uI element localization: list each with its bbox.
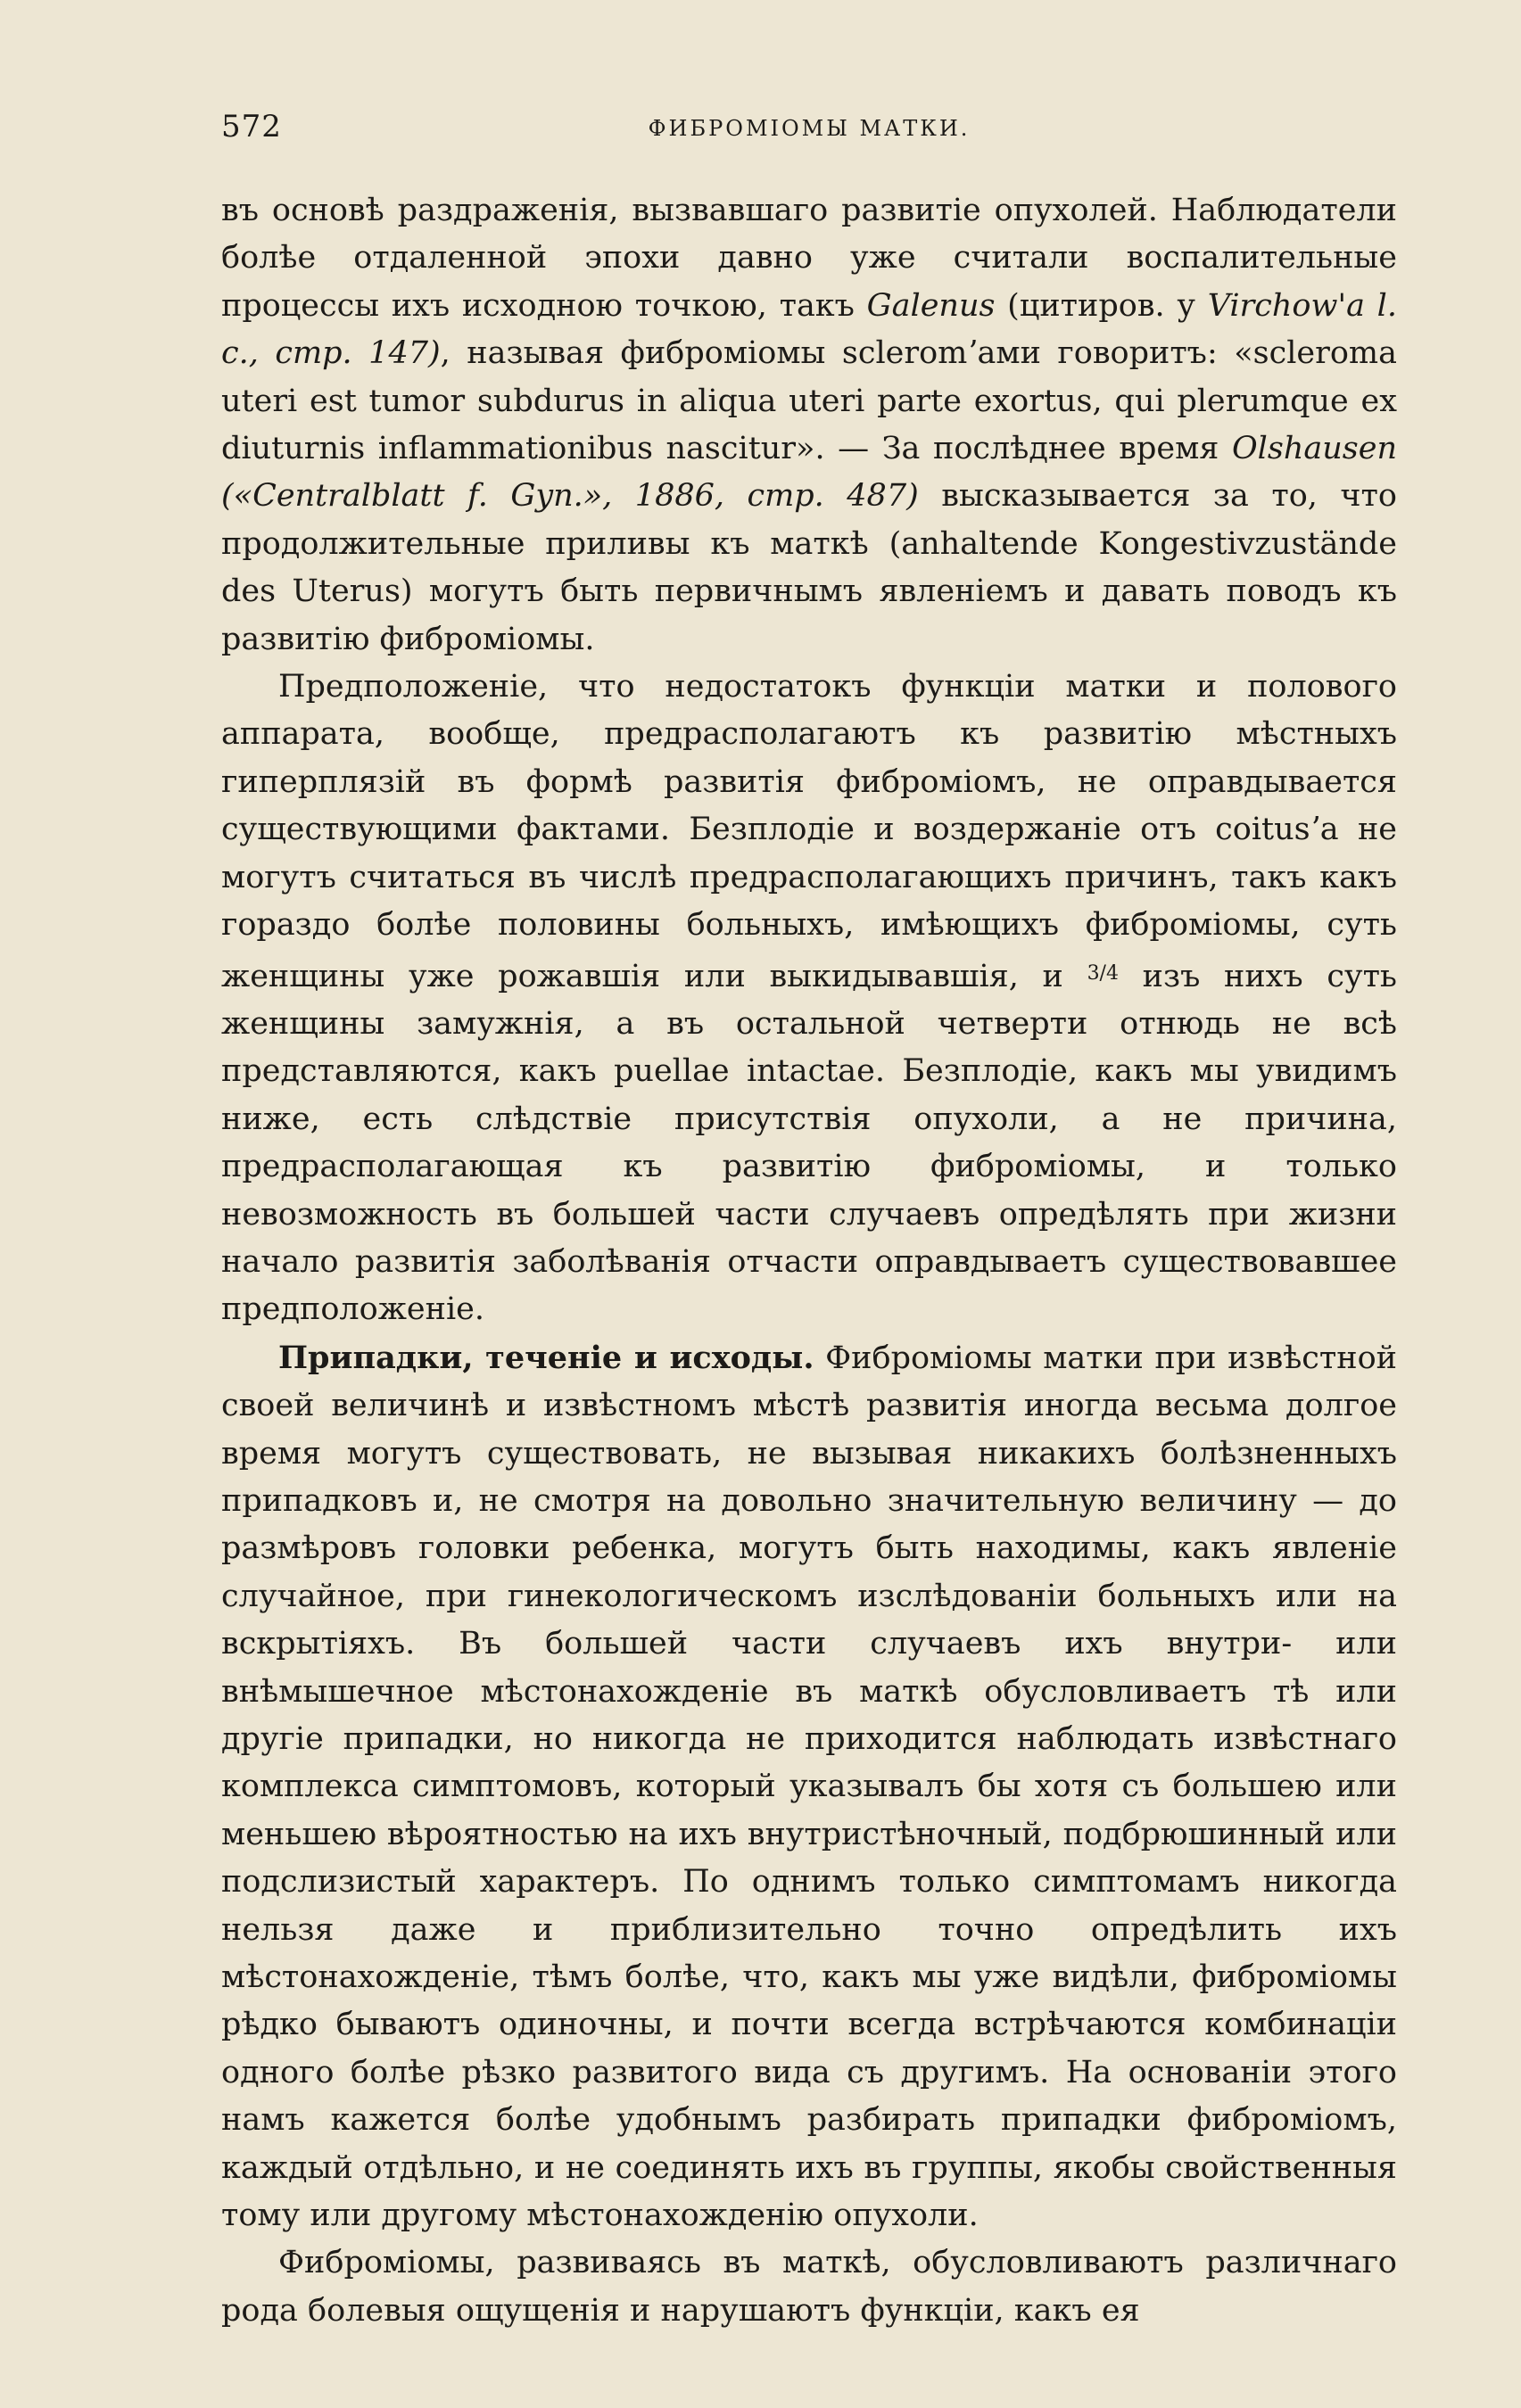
paragraph-4-text: Фиброміомы, развиваясь въ маткѣ, обусловливаютъ различнаго рода болевыя ощущенія и нарушаютъ функціи, какъ ея (221, 2245, 1397, 2329)
section-heading: Припадки, теченіе и исходы. (278, 1339, 814, 1376)
paragraph-1-text-b: (цитиров. у (995, 287, 1208, 324)
paragraph-1-text-d: высказывается за то, что продолжительные приливы къ маткѣ (anhaltende Kongestivzustände des Uterus) могутъ быть первичнымъ явленіемъ и давать поводъ къ развитію фиброміомы. (221, 478, 1397, 657)
fraction-three-quarters: 3/4 (1087, 961, 1119, 985)
paragraph-3 (221, 1334, 1397, 2240)
paragraph-1 (221, 187, 1397, 664)
paragraph-4 (221, 2239, 1397, 2335)
page-header (221, 109, 1397, 162)
running-title: ФИБРОМІОМЫ МАТКИ. (648, 116, 971, 141)
paragraph-1-text-a: въ основѣ раздраженія, вызвавшаго развитіе опухолей. Наблюдатели болѣе отдаленной эпохи давно уже считали воспалительные процессы ихъ исходною точкою, такъ (221, 193, 1397, 324)
paragraph-1-text-c: , называя фиброміомы scleromʼами говоритъ: «scleroma uteri est tumor subdurus in aliqua uteri parte exortus, qui plerumque ex diuturnis inflammationibus nascitur». — За послѣднее время (221, 335, 1397, 467)
page-body (221, 187, 1397, 2335)
citation-virchow: Virchow'а l. c., стр. 147) (221, 287, 1397, 372)
page-number: 572 (221, 109, 282, 144)
citation-galenus: Galenus (866, 287, 996, 324)
paragraph-2-text-b: изъ нихъ суть женщины замужнія, а въ остальной четверти отнюдь не всѣ представляются, какъ puellae intactae. Безплодіе, какъ мы увидимъ ниже, есть слѣдствіе присутствія опухоли, а не причина, предрасполагающая къ развитію фиброміомы, и только невозможность въ большей части случаевъ опредѣлять при жизни начало развитія заболѣванія отчасти оправдываетъ существовавшее предположеніе. (221, 958, 1397, 1328)
paragraph-3-text: Фиброміомы матки при извѣстной своей величинѣ и извѣстномъ мѣстѣ развитія иногда весьма долгое время могутъ существовать, не вызывая никакихъ болѣзненныхъ припадковъ и, не смотря на довольно значительную величину — до размѣровъ головки ребенка, могутъ быть находимы, какъ явленіе случайное, при гинекологическомъ изслѣдованіи больныхъ или на вскрытіяхъ. Въ большей части случаевъ ихъ внутри- или внѣмышечное мѣстонахожденіе въ маткѣ обусловливаетъ тѣ или другіе припадки, но никогда не приходится наблюдать извѣстнаго комплекса симптомовъ, который указывалъ бы хотя съ большею или меньшею вѣроятностью на ихъ внутристѣночный, подбрюшинный или подслизистый характеръ. По однимъ только симптомамъ никогда нельзя даже и приблизительно точно опредѣлить ихъ мѣстонахожденіе, тѣмъ болѣе, что, какъ мы уже видѣли, фиброміомы рѣдко бываютъ одиночны, и почти всегда встрѣчаются комбинаціи одного болѣе рѣзко развитого вида съ другимъ. На основаніи этого намъ кажется болѣе удобнымъ разбирать припадки фиброміомъ, каждый отдѣльно, и не соединять ихъ въ группы, якобы свойственныя тому или другому мѣстонахожденію опухоли. (221, 1340, 1397, 2234)
paragraph-2-text-a: Предположеніе, что недостатокъ функціи матки и полового аппарата, вообще, предрасполагаютъ къ развитію мѣстныхъ гиперплязій въ формѣ развитія фиброміомъ, не оправдывается существующими фактами. Безплодіе и воздержаніе отъ coitusʼа не могутъ считаться въ числѣ предрасполагающихъ причинъ, такъ какъ гораздо болѣе половины больныхъ, имѣющихъ фиброміомы, суть женщины уже рожавшія или выкидывавшія, и (221, 669, 1397, 994)
citation-olshausen: Olshausen («Centralblatt f. Gyn.», 1886, стр. 487) (221, 431, 1397, 515)
paragraph-2 (221, 664, 1397, 1334)
